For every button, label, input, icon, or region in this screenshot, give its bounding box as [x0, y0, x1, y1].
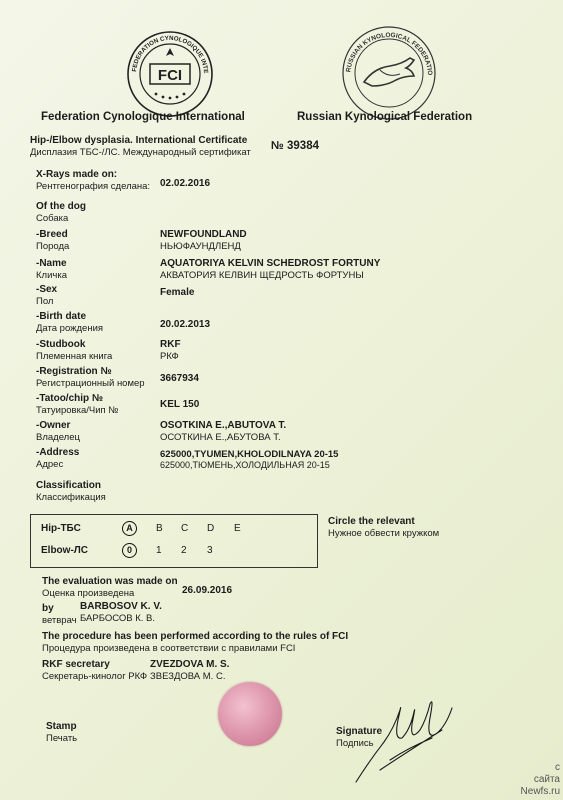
field-value-en: Female [160, 287, 195, 298]
evaluation-en: The evaluation was made on [42, 576, 178, 587]
signature-en: Signature [336, 726, 383, 737]
fci-logo [126, 30, 214, 118]
title-en: Hip-/Elbow dysplasia. International Certificate [30, 135, 248, 146]
classification-en: Classification [36, 480, 102, 491]
field-value-en: 3667934 [160, 373, 199, 384]
field-value-ru: АКВАТОРИЯ КЕЛВИН ЩЕДРОСТЬ ФОРТУНЫ [160, 270, 364, 281]
elbow-grade-selected: 0 [122, 543, 137, 558]
classification-box [30, 514, 318, 568]
signature-ru: Подпись [336, 738, 374, 749]
dog-section-ru: Собака [36, 213, 69, 224]
xrays-value: 02.02.2016 [160, 178, 211, 189]
hip-grade: C [181, 523, 189, 534]
embossed-seal [218, 682, 282, 746]
evaluation-ru: Оценка произведена [42, 588, 135, 599]
field-label-ru: Порода [36, 241, 70, 252]
circle-note-ru: Нужное обвести кружком [328, 528, 440, 539]
field-label-ru: Кличка [36, 270, 67, 281]
stamp-en: Stamp [46, 721, 77, 732]
title-ru: Дисплазия ТБС-/ЛС. Международный сертификат [30, 147, 251, 158]
secretary-name-en: ZVEZDOVA M. S. [150, 659, 230, 670]
svg-text:FEDERATION CYNOLOGIQUE INTERNA: FEDERATION CYNOLOGIQUE INTE [131, 34, 210, 74]
field-label-en: -Tatoo/chip № [36, 393, 104, 404]
field-label-en: -Sex [36, 284, 58, 295]
hip-grade: E [234, 523, 241, 534]
field-label-en: -Breed [36, 229, 68, 240]
field-label-en: -Studbook [36, 339, 86, 350]
dog-section-en: Of the dog [36, 201, 86, 212]
secretary-ru: Секретарь-кинолог РКФ [42, 671, 148, 682]
field-label-en: -Address [36, 447, 80, 458]
field-value-en: RKF [160, 339, 181, 350]
hip-label: Hip-ТБС [41, 523, 81, 534]
field-label-ru: Владелец [36, 432, 80, 443]
vet-name-en: BARBOSOV K. V. [80, 601, 162, 612]
field-value-ru: ОСОТКИНА Е.,АБУТОВА Т. [160, 432, 281, 443]
field-value-en: OSOTKINA E.,ABUTOVA T. [160, 420, 287, 431]
elbow-label: Elbow-ЛС [41, 545, 89, 556]
field-value-en: NEWFOUNDLAND [160, 229, 247, 240]
circle-note-en: Circle the relevant [328, 516, 415, 527]
fci-name: Federation Cynologique International [41, 111, 245, 123]
hip-grade: D [207, 523, 215, 534]
field-value-en: KEL 150 [160, 399, 200, 410]
field-label-en: -Birth date [36, 311, 86, 322]
watermark-line: с [555, 762, 560, 773]
field-label-ru: Пол [36, 296, 54, 307]
field-label-ru: Дата рождения [36, 323, 104, 334]
field-value-en: AQUATORIYA KELVIN SCHEDROST FORTUNY [160, 258, 381, 269]
vet-name-ru: БАРБОСОВ К. В. [80, 613, 156, 624]
elbow-grade: 1 [156, 545, 162, 556]
handwritten-signature [350, 690, 460, 790]
field-value-ru: РКФ [160, 351, 179, 362]
hip-grade: B [156, 523, 163, 534]
field-label-en: -Registration № [36, 366, 112, 377]
field-label-ru: Адрес [36, 459, 64, 470]
evaluation-date: 26.09.2016 [182, 585, 233, 596]
by-ru: ветврач [42, 615, 77, 626]
watermark-line: Newfs.ru [520, 786, 560, 797]
field-value-ru: НЬЮФАУНДЛЕНД [160, 241, 241, 252]
svg-text:FCI: FCI [157, 67, 183, 84]
hip-grade-selected: A [122, 521, 137, 536]
svg-text:RUSSIAN KYNOLOGICAL FEDERATION: RUSSIAN KYNOLOGICAL FEDERATIO [345, 31, 434, 76]
elbow-grade: 3 [207, 545, 213, 556]
watermark-line: сайта [533, 774, 560, 785]
classification-ru: Классификация [36, 492, 106, 503]
field-value-en: 20.02.2013 [160, 319, 211, 330]
field-label-ru: Татуировка/Чип № [36, 405, 119, 416]
rkf-logo [340, 24, 438, 122]
field-label-ru: Племенная книга [36, 351, 113, 362]
by-en: by [42, 603, 54, 614]
certificate-number: № 39384 [271, 140, 319, 152]
rkf-name: Russian Kynological Federation [297, 111, 473, 123]
field-value-ru: 625000,ТЮМЕНЬ,ХОЛОДИЛЬНАЯ 20-15 [160, 460, 330, 470]
xrays-label-ru: Рентгенография сделана: [36, 181, 151, 192]
field-label-ru: Регистрационный номер [36, 378, 145, 389]
field-label-en: -Owner [36, 420, 71, 431]
secretary-en: RKF secretary [42, 659, 110, 670]
stamp-ru: Печать [46, 733, 78, 744]
elbow-grade: 2 [181, 545, 187, 556]
secretary-name-ru: ЗВЕЗДОВА М. С. [150, 671, 226, 682]
field-label-en: -Name [36, 258, 67, 269]
field-value-en: 625000,TYUMEN,KHOLODILNAYA 20-15 [160, 449, 339, 460]
procedure-ru: Процедура произведена в соответствии с правилами FCI [42, 643, 296, 654]
procedure-en: The procedure has been performed according to the rules of FCI [42, 631, 349, 642]
xrays-label-en: X-Rays made on: [36, 169, 118, 180]
site-watermark [521, 762, 560, 798]
